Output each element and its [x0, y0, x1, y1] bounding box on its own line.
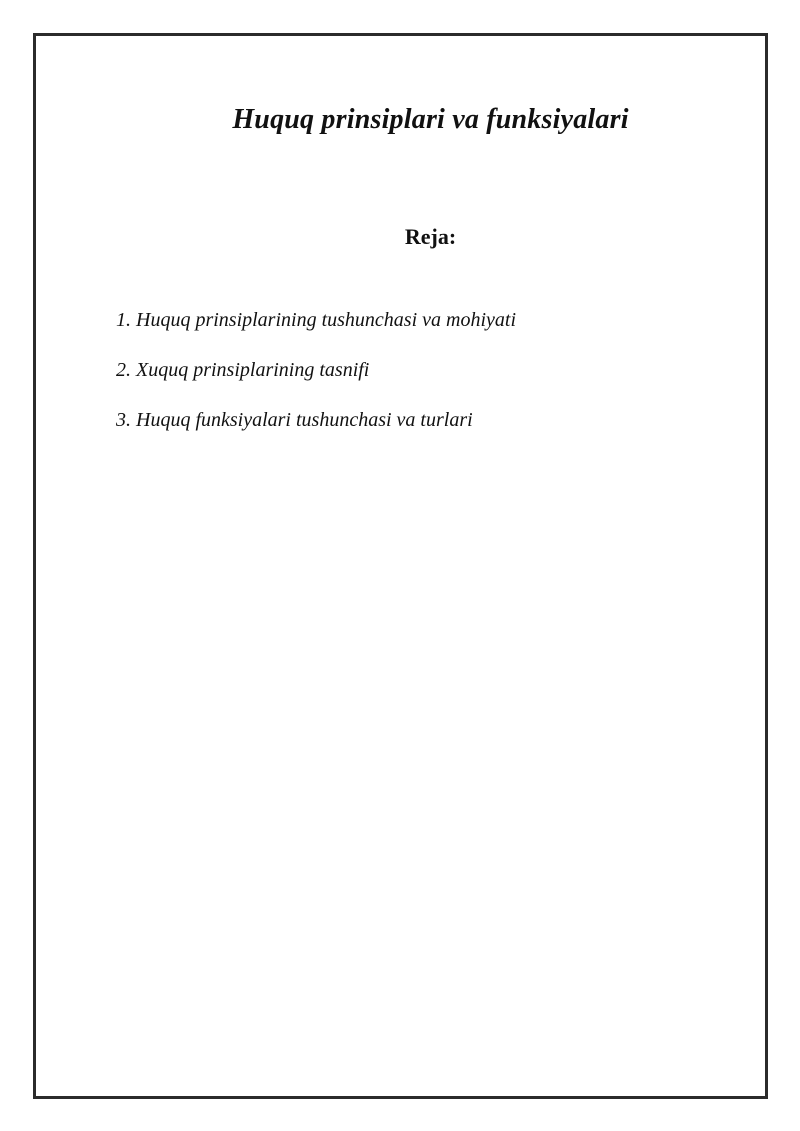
- plan-item: 1. Huquq prinsiplarining tushunchasi va mohiyati: [116, 309, 516, 331]
- plan-list: [116, 308, 516, 458]
- plan-item: 3. Huquq funksiyalari tushunchasi va turlari: [116, 409, 473, 431]
- page-border-frame: [33, 33, 768, 1099]
- plan-item: 2. Xuquq prinsiplarining tasnifi: [116, 359, 370, 381]
- document-title: Huquq prinsiplari va funksiyalari: [232, 104, 629, 135]
- plan-heading: Reja:: [404, 224, 457, 249]
